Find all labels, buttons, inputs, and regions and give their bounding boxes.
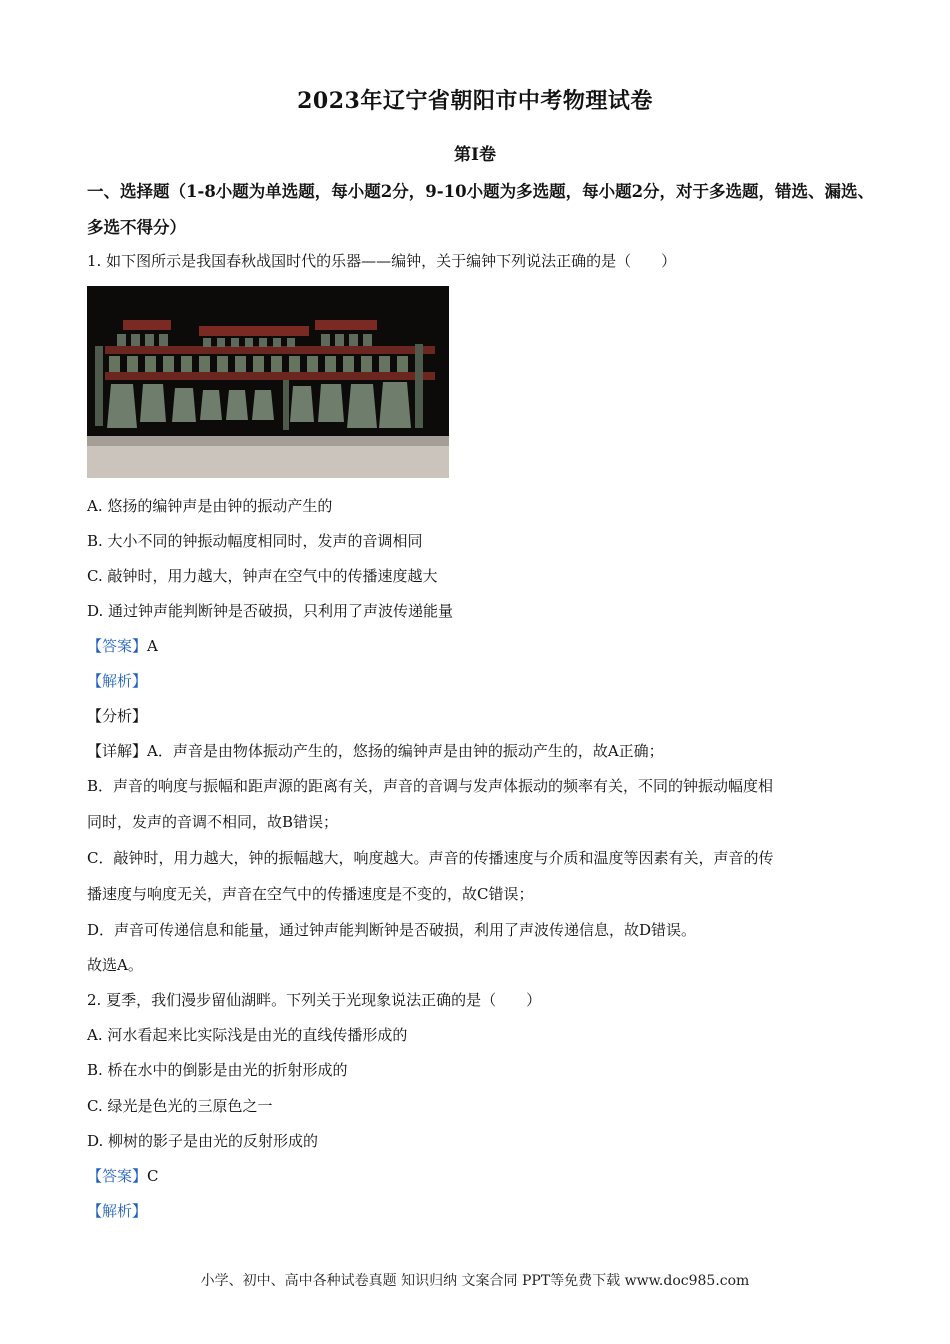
section-heading: 一、选择题（1-8小题为单选题，每小题2分，9-10小题为多选题，每小题2分，对于多选题，错选、漏选、多选不得分） [87,182,875,237]
q1-option-b: B. 大小不同的钟振动幅度相同时，发声的音调相同 [87,532,423,550]
page-title: 2023年辽宁省朝阳市中考物理试卷 [297,88,653,114]
answer-tag: 【答案】 [87,637,148,655]
detail-a-text: A．声音是由物体振动产生的，悠扬的编钟声是由钟的振动产生的，故A正确； [147,742,664,760]
q1-detail-a [87,741,664,761]
answer-value: C [147,1167,159,1185]
bianzhong-photo [87,286,449,478]
question-2-stem: 2. 夏季，我们漫步留仙湖畔。下列关于光现象说法正确的是（ ） [87,991,542,1009]
q2-option-c: C. 绿光是色光的三原色之一 [87,1097,273,1115]
q1-option-d: D. 通过钟声能判断钟是否破损，只利用了声波传递能量 [87,602,454,620]
q1-answer [87,636,158,656]
answer-value: A [147,637,158,655]
page-footer: 小学、初中、高中各种试卷真题 知识归纳 文案合同 PPT等免费下载 www.doc985.com [200,1273,750,1289]
q2-analysis-tag: 【解析】 [87,1202,148,1220]
question-1-stem: 1. 如下图所示是我国春秋战国时代的乐器——编钟，关于编钟下列说法正确的是（ ） [87,252,677,270]
q1-detail-b-line1: B．声音的响度与振幅和距声源的距离有关，声音的音调与发声体振动的频率有关，不同的钟振动幅度相 [87,777,774,795]
q1-option-a: A. 悠扬的编钟声是由钟的振动产生的 [87,497,333,515]
q2-option-d: D. 柳树的影子是由光的反射形成的 [87,1132,319,1150]
detail-tag: 【详解】 [87,742,148,760]
q1-analysis-tag: 【解析】 [87,672,148,690]
q1-fenxi-tag: 【分析】 [87,707,148,725]
answer-tag: 【答案】 [87,1167,148,1185]
q1-detail-c-line2: 播速度与响度无关，声音在空气中的传播速度是不变的，故C错误； [87,885,534,903]
q2-answer [87,1166,159,1186]
volume-heading: 第Ⅰ卷 [454,145,496,165]
q1-detail-c-line1: C．敲钟时，用力越大，钟的振幅越大，响度越大。声音的传播速度与介质和温度等因素有关，声音的传 [87,849,774,867]
q2-option-a: A. 河水看起来比实际浅是由光的直线传播形成的 [87,1026,408,1044]
q1-detail-d: D．声音可传递信息和能量，通过钟声能判断钟是否破损，利用了声波传递信息，故D错误。 [87,921,697,939]
q1-conclusion: 故选A。 [87,956,143,974]
q1-option-c: C. 敲钟时，用力越大，钟声在空气中的传播速度越大 [87,567,438,585]
q2-option-b: B. 桥在水中的倒影是由光的折射形成的 [87,1061,348,1079]
q1-detail-b-line2: 同时，发声的音调不相同，故B错误； [87,813,339,831]
